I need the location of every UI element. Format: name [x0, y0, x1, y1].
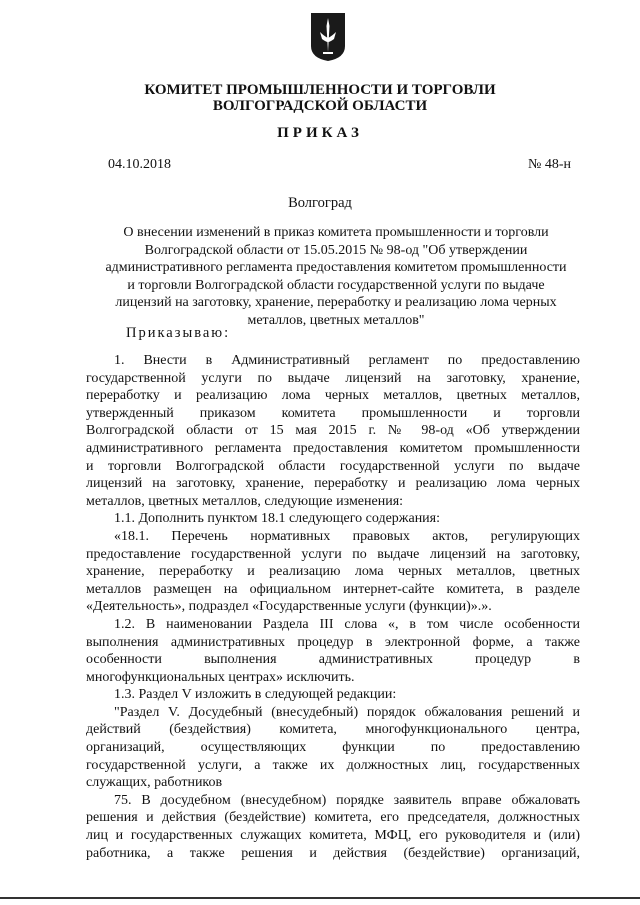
body-line: «18.1. Перечень нормативных правовых актов, регулирующих: [114, 528, 580, 544]
body-line: лиц и государственных служащих комитета, МФЦ, его руководителя и (или): [86, 828, 580, 844]
order-title: [86, 224, 586, 329]
body-line: лицензий на заготовку, хранение, переработку и реализацию лома черных: [86, 476, 580, 492]
order-date: 04.10.2018: [108, 157, 171, 172]
city-name: Волгоград: [288, 195, 352, 211]
body-line: переработку и реализацию лома черных металлов, цветных металлов,: [86, 388, 580, 404]
coat-of-arms-emblem: [310, 12, 346, 62]
body-line: многофункциональных центрах» исключить.: [86, 669, 355, 685]
committee-name-line2: ВОЛГОГРАДСКОЙ ОБЛАСТИ: [212, 98, 428, 114]
body-line: решения и действия (бездействие) комитета, его председателя, должностных: [86, 810, 580, 826]
body-line: 1.1. Дополнить пунктом 18.1 следующего содержания:: [114, 511, 441, 527]
body-line: выполнения административных процедур в электронной форме, а также: [86, 634, 580, 650]
title-line: О внесении изменений в приказ комитета промышленности и торговли: [123, 225, 549, 240]
body-line: "Раздел V. Досудебный (внесудебный) порядок обжалования решений и: [114, 704, 580, 720]
body-line: действий (бездействия) комитета, многофункционального центра,: [86, 722, 580, 738]
body-line: особенности выполнения административных процедур в: [86, 652, 580, 668]
body-line: утвержденный приказом комитета промышленности и торговли: [86, 405, 580, 421]
order-number: № 48-н: [528, 157, 572, 172]
committee-name-line1: КОМИТЕТ ПРОМЫШЛЕННОСТИ И ТОРГОВЛИ: [144, 82, 496, 98]
order-heading: ПРИКАЗ: [277, 125, 363, 141]
body-line: и торговли Волгоградской области государственной услуги по выдаче: [86, 458, 580, 474]
body-line: 75. В досудебном (внесудебном) порядке заявитель вправе обжаловать: [114, 792, 580, 808]
body-line: хранение, переработку и реализацию лома черных металлов, цветных: [86, 564, 580, 580]
body-line: металлов размещен на официальном интернет-сайте комитета, в разделе: [86, 581, 580, 597]
title-line: лицензий на заготовку, хранение, переработку и реализацию лома черных: [115, 295, 557, 310]
body-line: 1.2. В наименовании Раздела III слова «, в том числе особенности: [114, 616, 580, 632]
title-line: административного регламента предоставления комитетом промышленности: [105, 260, 567, 275]
title-line: и торговли Волгоградской области государственной услуги по выдаче: [127, 277, 545, 293]
body-line: организаций, осуществляющих функции по предоставлению: [86, 740, 580, 756]
body-line: «Деятельность», подраздел «Государственные услуги (функции)».».: [86, 599, 492, 615]
body-line: работника, а также решения и действия (бездействие) организаций,: [86, 845, 580, 861]
order-body: [86, 352, 580, 862]
body-line: металлов, цветных металлов, следующие изменения:: [86, 493, 404, 509]
body-line: 1.3. Раздел V изложить в следующей редакции:: [114, 687, 397, 703]
body-line: Волгоградской области от 15 мая 2015 г. № 98-од «Об утверждении: [86, 423, 580, 439]
body-line: государственной услуги по выдаче лицензий на заготовку, хранение,: [86, 370, 580, 386]
body-line: 1. Внести в Административный регламент по предоставлению: [114, 353, 580, 368]
title-line: Волгоградской области от 15.05.2015 № 98-од "Об утверждении: [144, 242, 528, 258]
decree-word: Приказываю:: [126, 325, 231, 341]
title-line: металлов, цветных металлов": [247, 312, 425, 328]
body-line: предоставление государственной услуги по выдаче лицензий на заготовку,: [86, 546, 580, 562]
body-line: государственной услуги, а также их должностных лиц, государственных: [86, 757, 580, 773]
body-line: административного регламента предоставления комитетом промышленности: [86, 440, 580, 456]
page-bottom-border: [0, 897, 640, 899]
body-line: служащих, работников: [86, 775, 223, 791]
